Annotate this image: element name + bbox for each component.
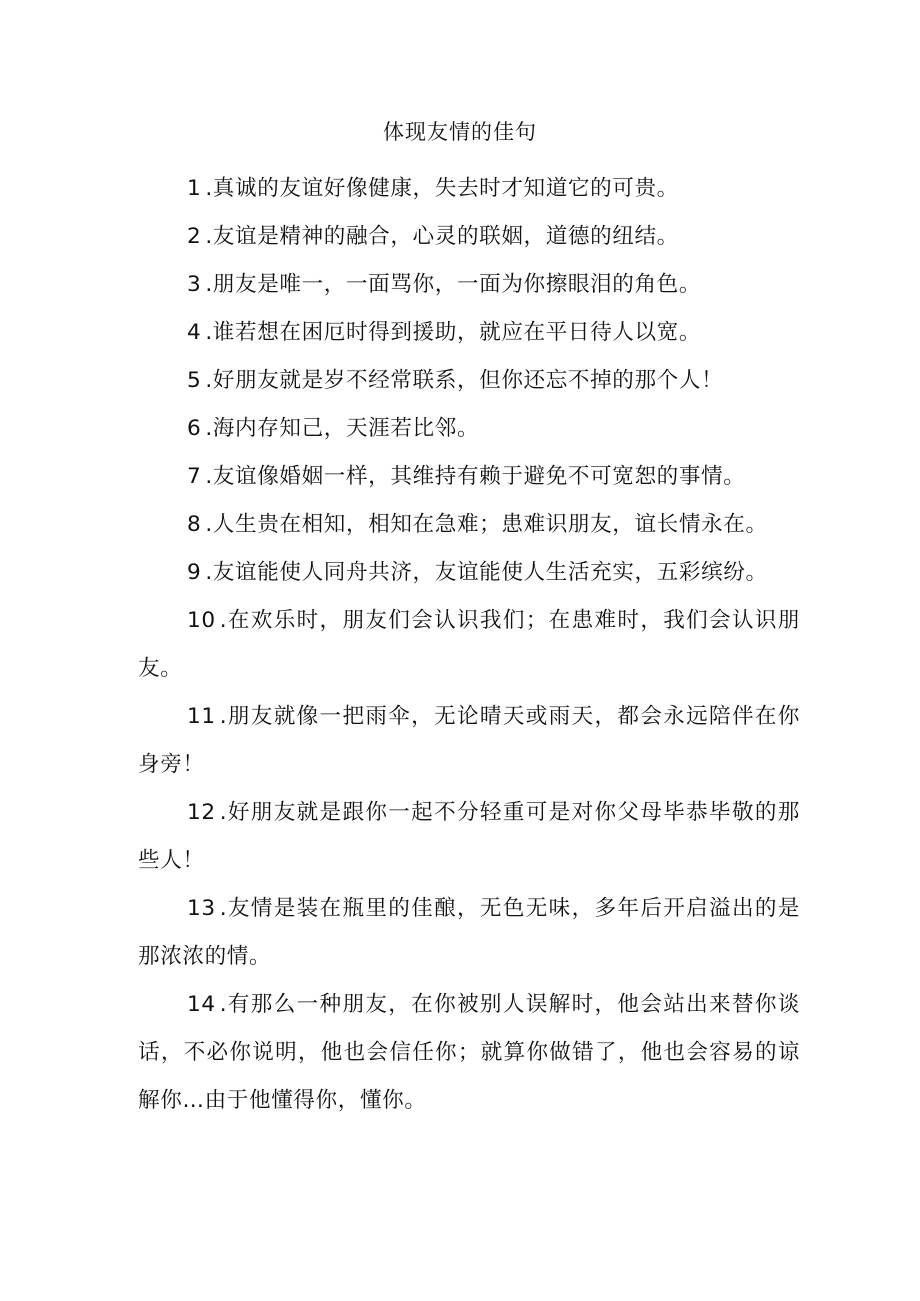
quote-text: .朋友是唯一，一面骂你，一面为你擦眼泪的角色。: [205, 272, 702, 297]
quote-item-7: [138, 453, 800, 501]
quote-text: .海内存知己，天涯若比邻。: [205, 416, 480, 441]
quote-text: .好朋友就是跟你一起不分轻重可是对你父母毕恭毕敬的那些人！: [138, 800, 800, 873]
quote-item-13: [138, 885, 800, 981]
quote-item-10: [138, 597, 800, 693]
quote-number: 10: [187, 608, 216, 633]
quote-item-8: [138, 501, 800, 549]
quote-number: 14: [187, 992, 216, 1017]
quote-item-3: [138, 261, 800, 309]
quote-number: 9: [187, 560, 202, 585]
document-title: 体现友情的佳句: [383, 120, 537, 144]
quote-item-9: [138, 549, 800, 597]
quote-item-5: [138, 357, 800, 405]
quote-item-14: [138, 981, 800, 1125]
quote-item-2: [138, 213, 800, 261]
quote-text: .有那么一种朋友，在你被别人误解时，他会站出来替你谈话，不必你说明，他也会信任你；就算你做错了，他也会容易的谅解你…由于他懂得你，懂你。: [138, 992, 800, 1113]
quote-number: 6: [187, 416, 202, 441]
quote-number: 13: [187, 896, 216, 921]
quote-item-1: [138, 165, 800, 213]
quote-item-4: [138, 309, 800, 357]
quote-text: .友谊是精神的融合，心灵的联姻，道德的纽结。: [205, 224, 679, 249]
quote-text: .真诚的友谊好像健康，失去时才知道它的可贵。: [205, 176, 679, 201]
quote-text: .谁若想在困厄时得到援助，就应在平日待人以宽。: [205, 320, 702, 345]
quote-number: 12: [187, 800, 216, 825]
quote-text: .人生贵在相知，相知在急难；患难识朋友，谊长情永在。: [205, 512, 768, 537]
quote-text: .友谊能使人同舟共济，友谊能使人生活充实，五彩缤纷。: [205, 560, 768, 585]
quote-number: 11: [187, 704, 216, 729]
quote-text: .朋友就像一把雨伞，无论晴天或雨天，都会永远陪伴在你身旁！: [138, 704, 800, 777]
quote-number: 3: [187, 272, 202, 297]
quote-text: .好朋友就是岁不经常联系，但你还忘不掉的那个人！: [205, 368, 724, 393]
quote-item-11: [138, 693, 800, 789]
quote-number: 2: [187, 224, 202, 249]
quote-number: 7: [187, 464, 202, 489]
quote-number: 4: [187, 320, 202, 345]
quote-text: .在欢乐时，朋友们会认识我们；在患难时，我们会认识朋友。: [138, 608, 800, 681]
quote-item-12: [138, 789, 800, 885]
quote-number: 8: [187, 512, 202, 537]
quote-text: .友谊像婚姻一样，其维持有赖于避免不可宽恕的事情。: [205, 464, 746, 489]
quote-number: 1: [187, 176, 202, 201]
quote-item-6: [138, 405, 800, 453]
quote-list: [138, 165, 800, 1125]
quote-text: .友情是装在瓶里的佳酿，无色无味，多年后开启溢出的是那浓浓的情。: [138, 896, 800, 969]
quote-number: 5: [187, 368, 202, 393]
